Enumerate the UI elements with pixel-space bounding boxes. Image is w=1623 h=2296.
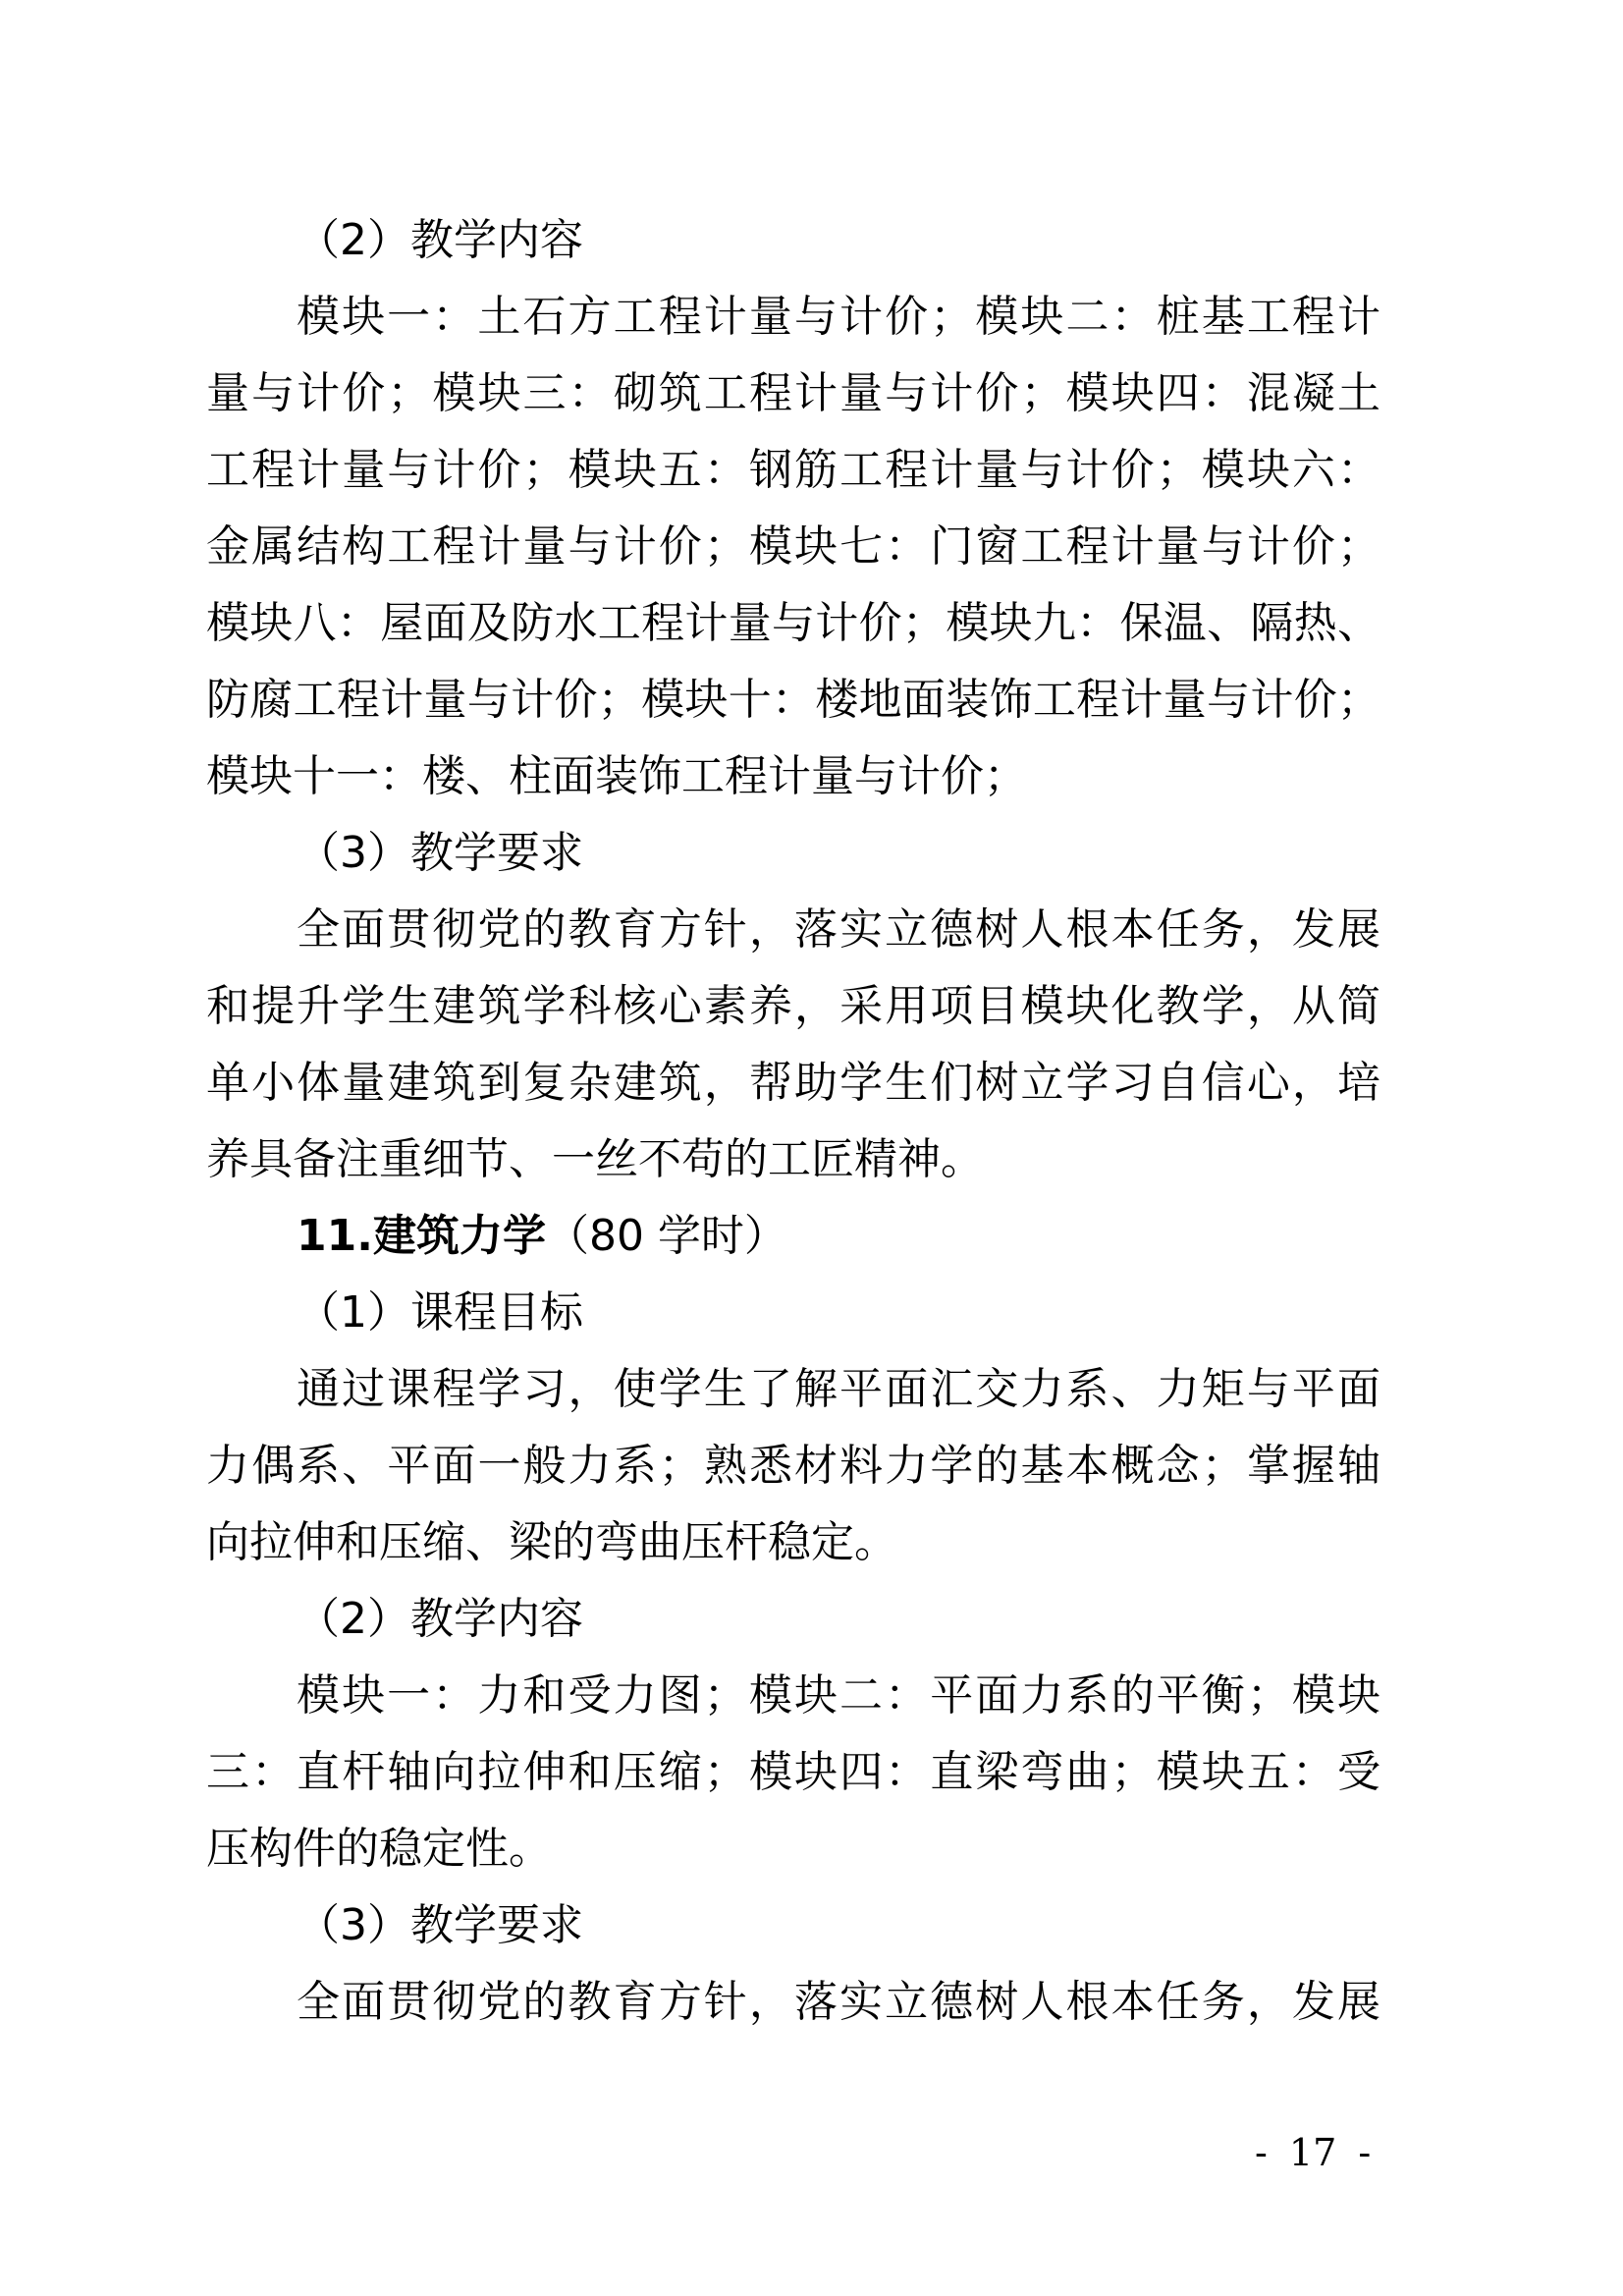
page-number: - 17 - [1255,2131,1372,2174]
text-segment: 防腐工程计量与计价；模块十：楼地面装饰工程计量与计价； [206,675,1380,725]
text-line [206,815,1380,892]
text-segment: （2）教学内容 [297,1594,583,1644]
text-line [206,1275,1380,1351]
text-segment: （3）教学要求 [297,1900,583,1950]
text-segment: 模块八：屋面及防水工程计量与计价；模块九：保温、隔热、 [206,598,1380,648]
text-segment: 模块十一：楼、柱面装饰工程计量与计价； [206,751,1027,801]
text-segment: 向拉伸和压缩、梁的弯曲压杆稳定。 [206,1517,897,1567]
text-segment: 单小体量建筑到复杂建筑，帮助学生们树立学习自信心，培 [206,1058,1380,1108]
text-segment: 模块一：力和受力图；模块二：平面力系的平衡；模块 [297,1670,1380,1721]
text-segment: （2）教学内容 [297,215,583,265]
text-segment: 力偶系、平面一般力系；熟悉材料力学的基本概念；掌握轴 [206,1441,1380,1491]
text-line [206,202,1380,279]
text-segment: （1）课程目标 [297,1287,583,1338]
course-title-bold: 11.建筑力学 [297,1211,546,1261]
text-line [206,1964,1380,2041]
text-line [206,1658,1380,1734]
text-line [206,662,1380,738]
text-line [206,1351,1380,1428]
text-line [206,279,1380,355]
text-segment: 模块一：土石方工程计量与计价；模块二：桩基工程计 [297,292,1380,342]
text-line [206,968,1380,1045]
text-line [206,432,1380,509]
text-segment: 工程计量与计价；模块五：钢筋工程计量与计价；模块六： [206,445,1380,495]
text-segment: 和提升学生建筑学科核心素养，采用项目模块化教学，从简 [206,981,1380,1031]
text-segment: 全面贯彻党的教育方针，落实立德树人根本任务，发展 [297,1977,1380,2027]
text-segment: 量与计价；模块三：砌筑工程计量与计价；模块四：混凝土 [206,368,1380,418]
text-line [206,1504,1380,1581]
text-line [206,1887,1380,1964]
text-segment: 三：直杆轴向拉伸和压缩；模块四：直梁弯曲；模块五：受 [206,1747,1380,1797]
text-line [206,1045,1380,1121]
text-segment: 金属结构工程计量与计价；模块七：门窗工程计量与计价； [206,521,1380,572]
text-segment: 压构件的稳定性。 [206,1824,552,1874]
text-line [206,509,1380,585]
text-line [206,1581,1380,1658]
text-segment: 通过课程学习，使学生了解平面汇交力系、力矩与平面 [297,1364,1380,1414]
text-line [206,1734,1380,1811]
text-line [206,1198,1380,1275]
document-text-block [206,202,1380,2041]
text-segment: （3）教学要求 [297,828,583,878]
text-line [206,585,1380,662]
text-line [206,355,1380,432]
text-segment: （80 学时） [545,1211,787,1261]
text-line [206,738,1380,815]
text-line [206,1121,1380,1198]
text-segment: 养具备注重细节、一丝不苟的工匠精神。 [206,1134,984,1184]
text-line [206,1428,1380,1504]
text-segment: 全面贯彻党的教育方针，落实立德树人根本任务，发展 [297,904,1380,955]
text-line [206,1811,1380,1887]
text-line [206,892,1380,968]
